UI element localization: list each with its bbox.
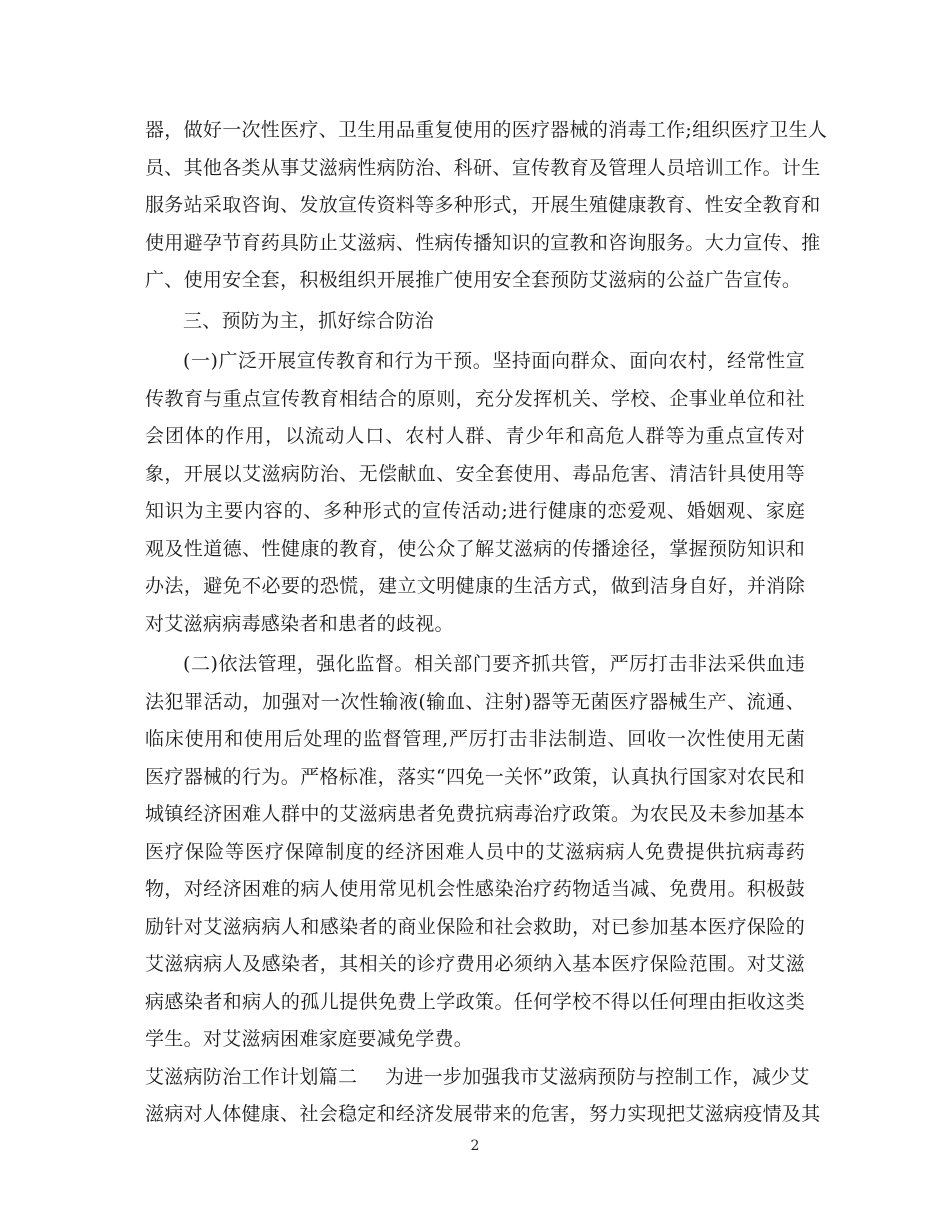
document-body bbox=[145, 112, 828, 1134]
section-title: 艾滋病防治工作计划篇二 bbox=[145, 1065, 358, 1088]
intro-line: 广、使用安全套，积极组织开展推广使用安全套预防艾滋病的公益广告宣传。 bbox=[145, 269, 802, 291]
page-number: 2 bbox=[470, 1138, 480, 1154]
section-two-first-line bbox=[145, 1059, 810, 1097]
paragraph-publicity-education: (一)广泛开展宣传教育和行为干预。坚持面向群众、面向农村，经常性宣传教育与重点宣传教育相结合的原则，充分发挥机关、学校、企事业单位和社会团体的作用，以流动人口、农村人群、青少年和高危人群等为重点宣传对象，开展以艾滋病防治、无偿献血、安全套使用、毒品危害、清洁针具使用等知识为主要内容的、多种形式的宣传活动;进行健康的恋爱观、婚姻观、家庭观及性道德、性健康的教育，使公众了解艾滋病的传播途径，掌握预防知识和办法，避免不必要的恐慌，建立文明健康的生活方式，做到洁身自好，并消除对艾滋病病毒感染者和患者的歧视。 bbox=[145, 350, 805, 635]
intro-line: 使用避孕节育药具防止艾滋病、性病传播知识的宣教和咨询服务。大力宣传、推 bbox=[145, 231, 821, 254]
section-two-text: 为进一步加强我市艾滋病预防与控制工作，减少艾 bbox=[385, 1065, 810, 1088]
intro-line: 服务站采取咨询、发放宣传资料等多种形式，开展生殖健康教育、性安全教育和 bbox=[145, 194, 821, 216]
intro-line: 器，做好一次性医疗、卫生用品重复使用的医疗器械的消毒工作;组织医疗卫生人 bbox=[145, 119, 828, 141]
paragraph-legal-management: (二)依法管理，强化监督。相关部门要齐抓共管，严厉打击非法采供血违法犯罪活动，加强对一次性输液(输血、注射)器等无菌医疗器械生产、流通、临床使用和使用后处理的监督管理,严厉打击非法制造、回收一次性使用无菌医疗器械的行为。严格标准，落实“四免一关怀”政策，认真执行国家对农民和城镇经济困难人群中的艾滋病患者免费抗病毒治疗政策。为农民及未参加基本医疗保险等医疗保障制度的经济困难人员中的艾滋病病人免费提供抗病毒药物，对经济困难的病人使用常见机会性感染治疗药物适当减、免费用。积极鼓励针对艾滋病病人和感染者的商业保险和社会救助，对已参加基本医疗保险的艾滋病病人及感染者，其相关的诊疗费用必须纳入基本医疗保险范围。对艾滋病感染者和病人的孤儿提供免费上学政策。任何学校不得以任何理由拒收这类学生。对艾滋病困难家庭要减免学费。 bbox=[145, 653, 805, 1050]
intro-line: 员、其他各类从事艾滋病性病防治、科研、宣传教育及管理人员培训工作。计生 bbox=[145, 156, 821, 179]
section-heading: 三、预防为主，抓好综合防治 bbox=[183, 309, 434, 332]
section-two-second-line: 滋病对人体健康、社会稳定和经济发展带来的危害，努力实现把艾滋病疫情及其 bbox=[145, 1103, 821, 1125]
